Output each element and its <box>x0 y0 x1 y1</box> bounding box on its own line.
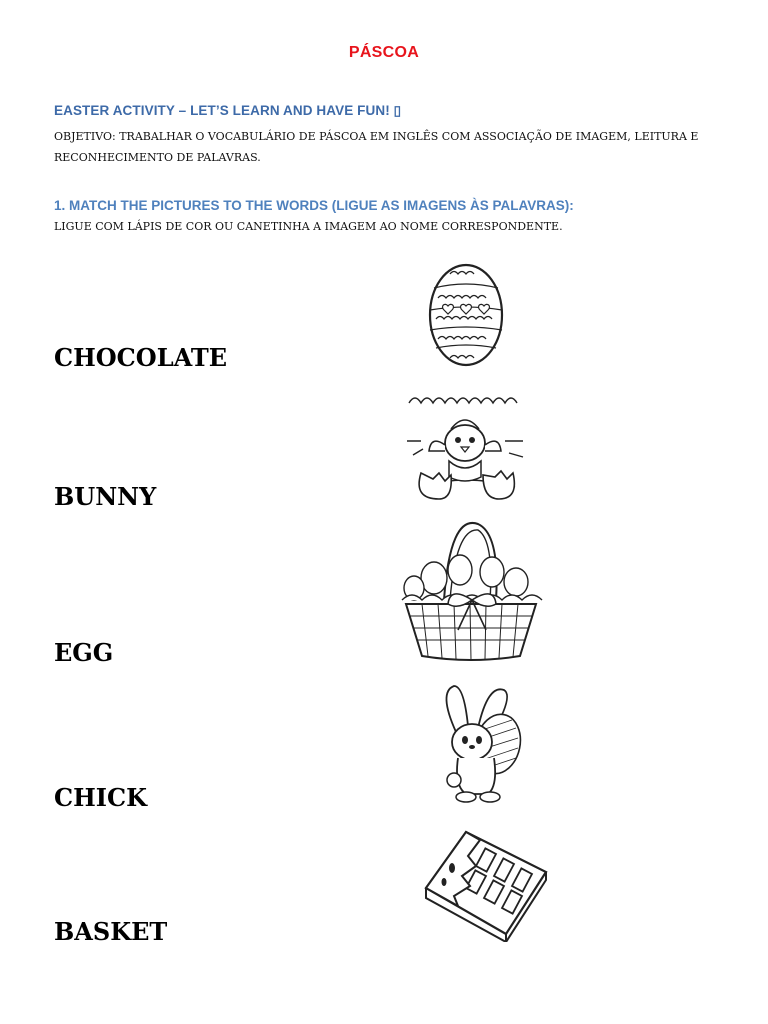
section1-instruction: LIGUE COM LÁPIS DE COR OU CANETINHA A IMAGEM AO NOME CORRESPONDENTE. <box>54 220 563 233</box>
chick-picture[interactable] <box>405 383 527 503</box>
basket-icon <box>392 520 550 662</box>
chocolate-picture[interactable] <box>418 826 550 942</box>
bunny-icon <box>438 680 538 805</box>
activity-heading: EASTER ACTIVITY – LET’S LEARN AND HAVE FUN! ▯ <box>54 103 402 118</box>
objective-text: OBJETIVO: TRABALHAR O VOCABULÁRIO DE PÁSCOA EM INGLÊS COM ASSOCIAÇÃO DE IMAGEM, LEITURA E RECONHECIMENTO DE PALAVRAS. <box>54 130 699 164</box>
word-basket[interactable]: BASKET <box>54 917 168 946</box>
bunny-picture[interactable] <box>438 680 538 805</box>
basket-picture[interactable] <box>392 520 550 662</box>
chick-icon <box>405 383 527 503</box>
word-chick[interactable]: CHICK <box>54 783 147 812</box>
word-egg[interactable]: EGG <box>54 638 114 667</box>
page-title: PÁSCOA <box>348 44 420 61</box>
section1-heading: 1. MATCH THE PICTURES TO THE WORDS (LIGUE AS IMAGENS ÀS PALAVRAS): <box>54 198 574 213</box>
chocolate-bar-icon <box>418 826 550 942</box>
decorated-egg-picture[interactable] <box>420 258 512 370</box>
word-bunny[interactable]: BUNNY <box>54 482 157 511</box>
word-chocolate[interactable]: CHOCOLATE <box>54 343 228 372</box>
egg-icon <box>420 258 512 370</box>
